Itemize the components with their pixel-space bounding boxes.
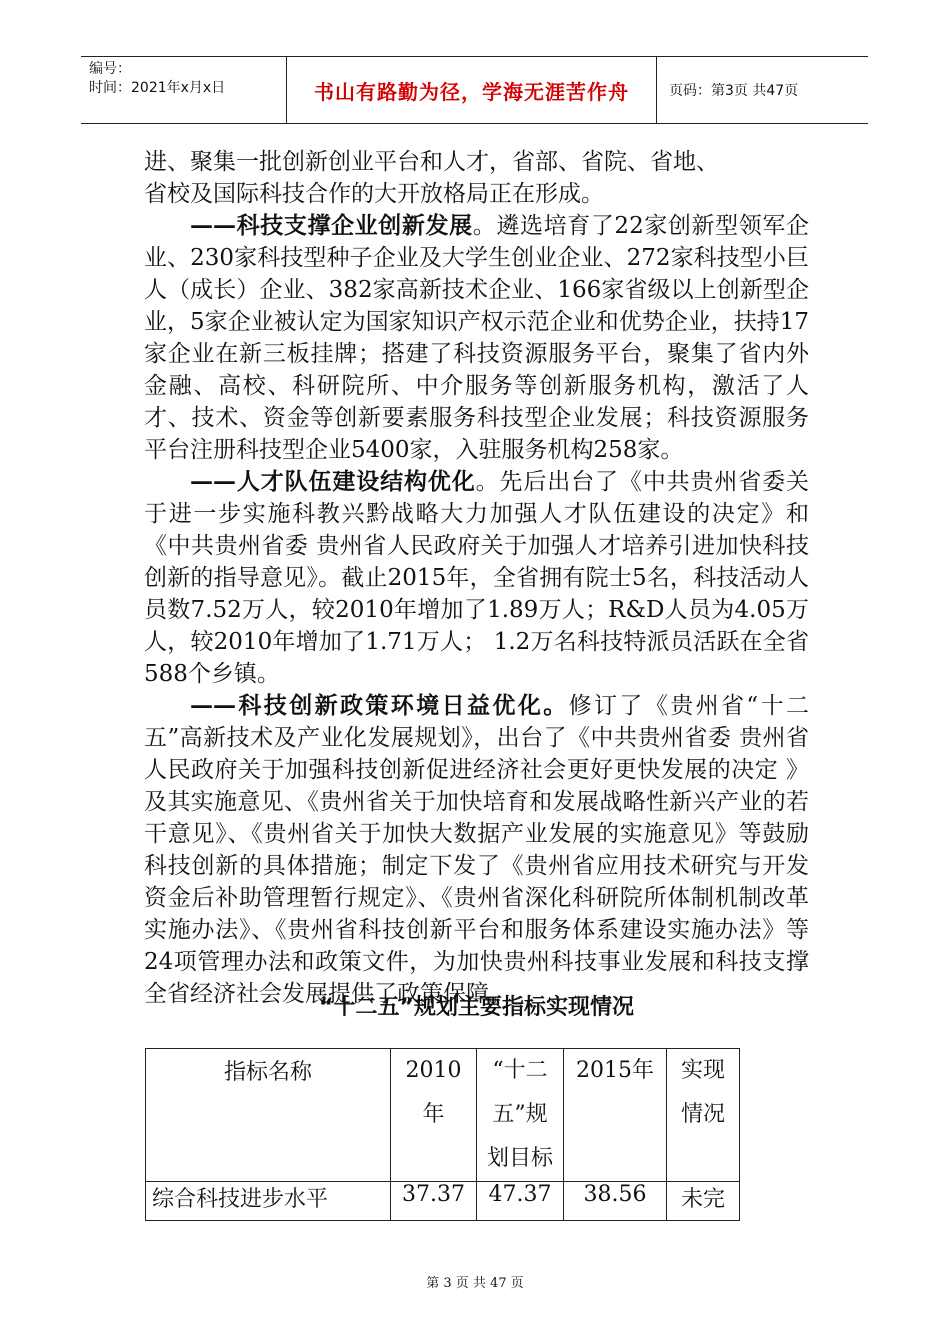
cell-status: 未完: [667, 1182, 740, 1221]
paragraph-3: [144, 466, 809, 690]
paragraph-4-text: 修订了《贵州省“十二五”高新技术及产业化发展规划》，出台了《中共贵州省委 贵州省人民政府关于加强科技创新促进经济社会更好更快发展的决定 》及其实施意见、《贵州省关于加快培育和发展战略性新兴产业的若干意见》、《贵州省关于加快大数据产业发展的实施意见》等鼓励科技创新的具体措施；制定下发了《贵州省应用技术研究与开发资金后补助管理暂行规定》、《贵州省深化科研院所体制机制改革实施办法》、《贵州省科技创新平台和服务体系建设实施办法》等24项管理办法和政策文件，为加快贵州科技事业发展和科技支撑全省经济社会发展提供了政策保障。: [144, 693, 809, 1007]
table-title: “十二五”规划主要指标实现情况: [319, 995, 634, 1020]
table-row: [146, 1182, 740, 1221]
cell-plan-target: 47.37: [477, 1182, 564, 1221]
body-text: [144, 146, 809, 1010]
header-page-info: 页码：第3页 共47页: [669, 83, 799, 99]
header-2015: 2015年: [564, 1049, 667, 1182]
header-status: 实现 情况: [667, 1049, 740, 1182]
time-label: 时间：2021年x月x日: [89, 80, 226, 96]
header-motto: 书山有路勤为径，学海无涯苦作舟: [286, 57, 657, 123]
cell-indicator-name: 综合科技进步水平: [146, 1182, 391, 1221]
paragraph-3-lead: ——人才队伍建设结构优化: [190, 468, 476, 495]
header-indicator-name: 指标名称: [146, 1049, 391, 1182]
cell-2010: 37.37: [391, 1182, 477, 1221]
paragraph-3-text: 。先后出台了《中共贵州省委关于进一步实施科教兴黔战略大力加强人才队伍建设的决定》和《中共贵州省委 贵州省人民政府关于加强人才培养引进加快科技创新的指导意见》。截止2015年，全省拥有院士5名，科技活动人员数7.52万人，较2010年增加了1.89万人；R&D人员为4.05万人，较2010年增加了1.71万人； 1.2万名科技特派员活跃在全省588个乡镇。: [144, 469, 809, 687]
paragraph-1: 进、聚集一批创新创业平台和人才，省部、省院、省地、 省校及国际科技合作的大开放格局正在形成。: [144, 149, 719, 207]
cell-2015: 38.56: [564, 1182, 667, 1221]
header-meta: [81, 57, 286, 123]
page-footer: 第 3 页 共 47 页: [426, 1276, 524, 1291]
paragraph-4: [144, 690, 809, 1010]
header-plan-target: “十二 五”规 划目标: [477, 1049, 564, 1182]
paragraph-2-text: 。遴选培育了22家创新型领军企业、230家科技型种子企业及大学生创业企业、272家科技型小巨人（成长）企业、382家高新技术企业、166家省级以上创新型企业，5家企业被认定为国家知识产权示范企业和优势企业，扶持17家企业在新三板挂牌；搭建了科技资源服务平台，聚集了省内外金融、高校、科研院所、中介服务等创新服务机构，激活了人才、技术、资金等创新要素服务科技型企业发展；科技资源服务平台注册科技型企业5400家，入驻服务机构258家。: [144, 213, 809, 463]
paragraph-2: [144, 210, 809, 466]
indicator-table: [145, 1048, 740, 1221]
paragraph-2-lead: ——科技支撑企业创新发展: [190, 212, 473, 239]
page-header: [81, 56, 868, 124]
number-label: 编号：: [89, 61, 131, 77]
header-2010: 2010 年: [391, 1049, 477, 1182]
paragraph-4-lead: ——科技创新政策环境日益优化。: [190, 692, 569, 719]
table-header-row: [146, 1049, 740, 1182]
